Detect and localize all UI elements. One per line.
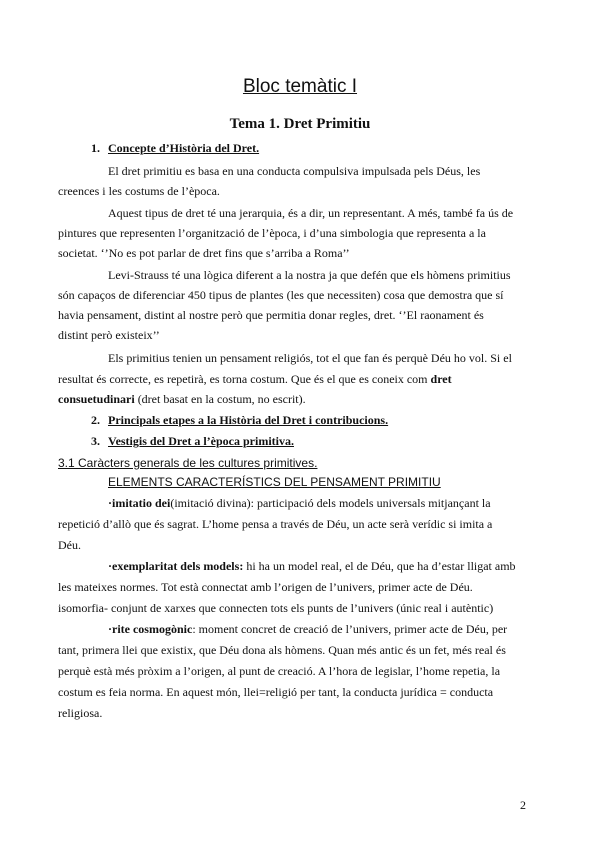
page-title: Bloc temàtic I [242,76,358,97]
paragraph-line: tant, primera llei que existix, que Déu dona als hòmens. Quan més antic és un fet, més real és [58,643,506,657]
paragraph-line: religiosa. [58,706,103,720]
paragraph-line: són capaços de diferenciar 450 tipus de plantes (les que necessiten) cosa que demostra que sí [58,288,504,302]
paragraph-line: Els primitius tenien un pensament religiós, tot el que fan és perquè Déu ho vol. Si el [108,351,512,365]
paragraph-line: costum es feia norma. En aquest món, llei=religió per tant, la conducta jurídica = conducta [58,685,494,699]
paragraph-line: distint però existeix’’ [58,328,160,342]
text-run: : moment concret de creació de l’univers, primer acte de Déu, per [192,622,508,636]
paragraph-line: repetició d’allò que és sagrat. L’home pensa a través de Déu, un acte serà verídic si imita a [58,517,493,531]
bold-term: ·imitatio dei [108,496,171,510]
paragraph-line: havia pensament, distint al nostre però que permitia donar regles, dret. ‘’El raonament és [58,308,484,322]
section-number: 3. [91,434,100,448]
page-number: 2 [520,798,526,812]
paragraph-line: les mateixes normes. Tot està connectat amb l’origen de l’univers, primer acte de Déu. [58,580,473,594]
text-run: (imitació divina): participació dels models universals mitjançant la [170,496,491,510]
paragraph-line: Levi-Strauss té una lògica diferent a la nostra ja que defén que els hòmens primitius [108,268,511,282]
paragraph-line: Aquest tipus de dret té una jerarquia, és a dir, un representant. A més, també fa ús de [108,206,514,220]
section-number: 2. [91,413,100,427]
paragraph-line [108,496,491,511]
bold-term: consuetudinari [58,392,135,406]
text-run: resultat és correcte, es repetirà, es torna costum. Que és el que es coneix com [58,372,428,386]
text-run: (dret basat en la costum, no escrit). [134,392,306,406]
bold-term: dret [430,372,452,386]
bold-term: ·exemplaritat dels models: [108,559,244,573]
section-number: 1. [91,141,100,155]
paragraph-line: societat. ‘’No es pot parlar de dret fins que s’arriba a Roma’’ [58,246,350,260]
text-run: hi ha un model real, el de Déu, que ha d’estar lligat amb [243,559,516,573]
elements-heading: ELEMENTS CARACTERÍSTICS DEL PENSAMENT PRIMITIU [108,475,441,489]
section-heading [91,434,294,449]
section-heading [91,413,388,428]
paragraph-line [58,392,306,407]
section-heading [91,141,259,156]
section-label: Concepte d’Història del Dret. [108,141,260,155]
paragraph-line: pintures que representen l’organització de l’època, i d’una simbologia que representa a la [58,226,486,240]
paragraph-line [108,622,507,637]
paragraph-line: isomorfia- conjunt de xarxes que connecten tots els punts de l’univers (únic real i autèntic) [58,601,494,615]
paragraph-line: Déu. [58,538,81,552]
bold-term: ·rite cosmogònic [108,622,193,636]
page-subtitle: Tema 1. Dret Primitiu [229,116,371,132]
subsection-heading: 3.1 Caràcters generals de les cultures primitives. [58,456,318,470]
section-label: Vestigis del Dret a l’època primitiva. [108,434,294,448]
paragraph-line [108,559,516,574]
paragraph-line: El dret primitiu es basa en una conducta compulsiva impulsada pels Déus, les [108,164,481,178]
paragraph-line: creences i les costums de l’època. [58,184,220,198]
paragraph-line [58,372,452,387]
paragraph-line: perquè està més pròxim a l’origen, al punt de creació. A l’hora de legislar, l’home repetia, la [58,664,501,678]
section-label: Principals etapes a la Història del Dret i contribucions. [108,413,389,427]
